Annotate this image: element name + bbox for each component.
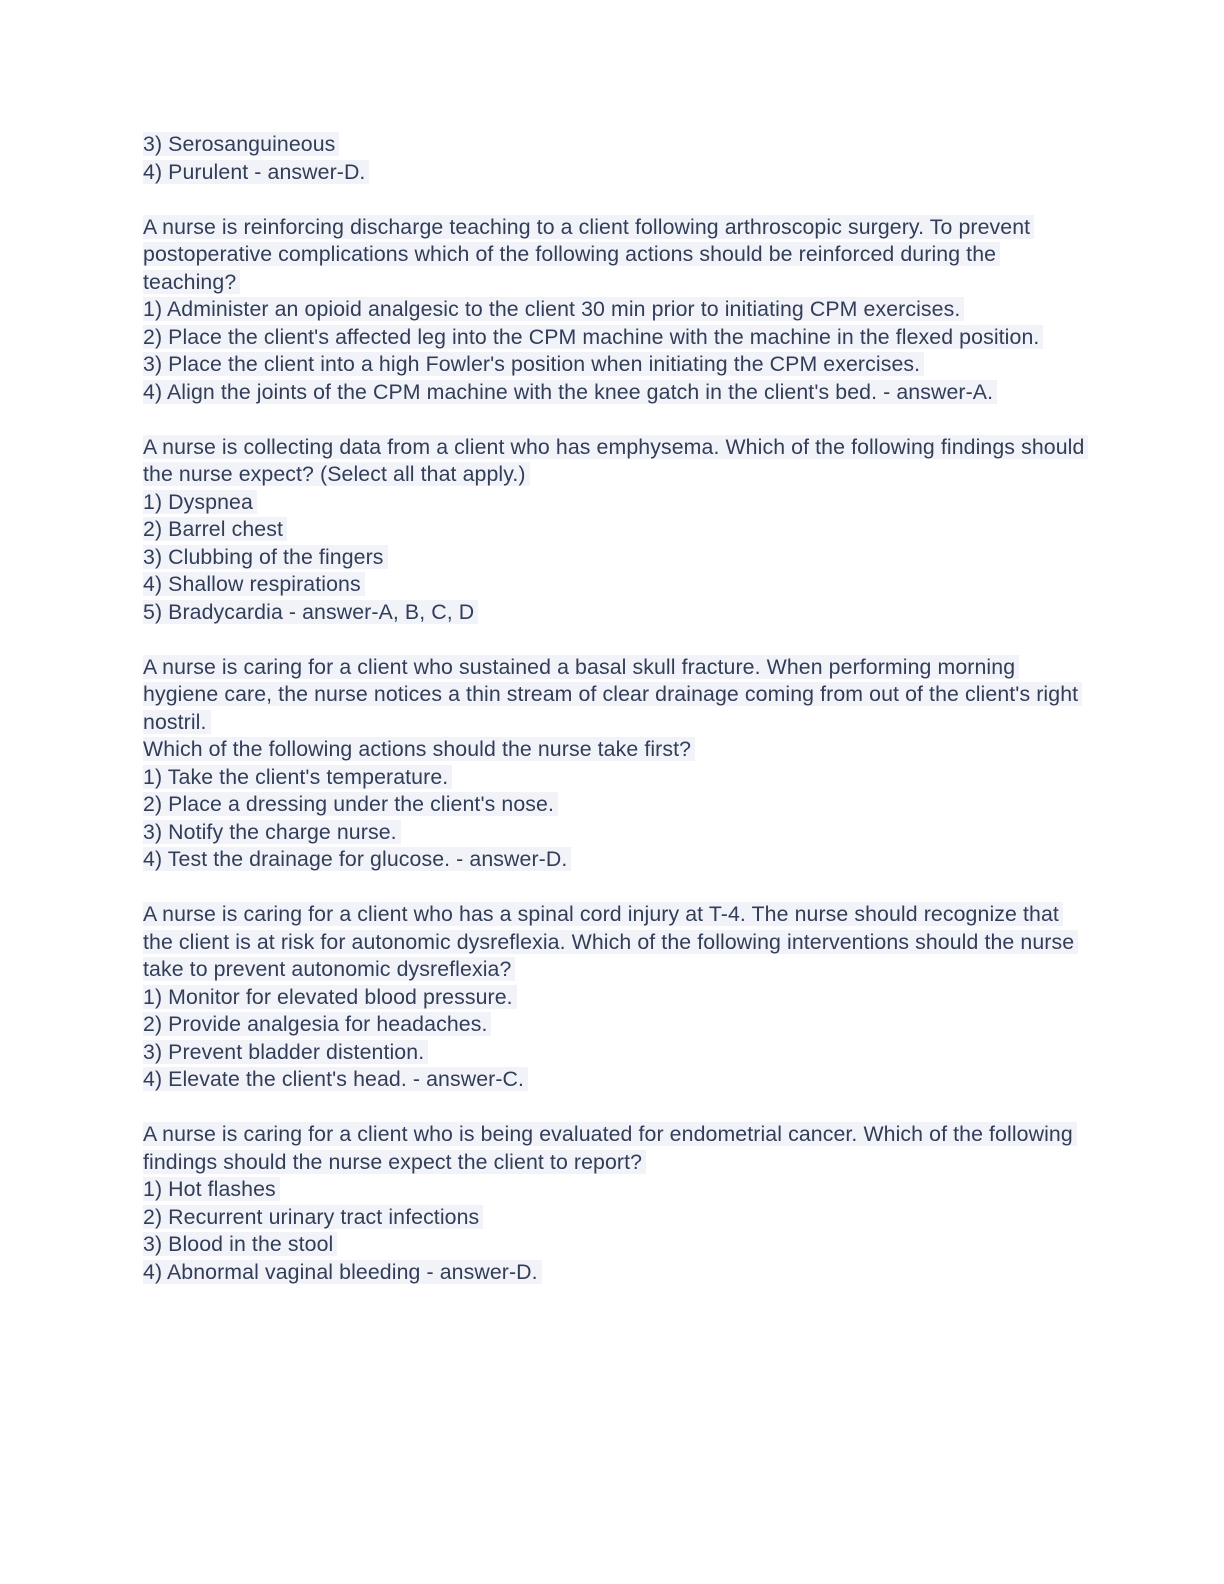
answer-option — [143, 599, 1085, 627]
text-line: 1) Hot flashes — [143, 1177, 280, 1201]
answer-option — [143, 984, 1085, 1012]
text-line: 3) Notify the charge nurse. — [143, 820, 401, 844]
document-content — [143, 131, 1085, 1286]
text-line: 1) Dyspnea — [143, 490, 257, 514]
answer-option — [143, 764, 1085, 792]
continued-options-block — [143, 131, 1085, 186]
text-line: 2) Place the client's affected leg into the CPM machine with the machine in the flexed position. — [143, 325, 1043, 349]
answer-option — [143, 1231, 1085, 1259]
answer-option — [143, 1176, 1085, 1204]
text-line: 4) Abnormal vaginal bleeding - answer-D. — [143, 1260, 542, 1284]
text-line: 5) Bradycardia - answer-A, B, C, D — [143, 600, 478, 624]
text-line: 4) Align the joints of the CPM machine with the knee gatch in the client's bed. - answer-A. — [143, 380, 997, 404]
text-line: 1) Take the client's temperature. — [143, 765, 452, 789]
text-line: 3) Prevent bladder distention. — [143, 1040, 428, 1064]
text-line: A nurse is collecting data from a client who has emphysema. Which of the following findings should the nurse expect? (Select all that apply.) — [143, 435, 1088, 487]
question-block-emphysema — [143, 434, 1085, 627]
question-text — [143, 214, 1085, 297]
answer-option — [143, 1259, 1085, 1287]
text-line: 3) Blood in the stool — [143, 1232, 337, 1256]
answer-option — [143, 296, 1085, 324]
text-line: 4) Shallow respirations — [143, 572, 365, 596]
answer-option — [143, 351, 1085, 379]
question-text — [143, 434, 1085, 489]
question-block-arthroscopic-surgery — [143, 214, 1085, 407]
question-text — [143, 901, 1085, 984]
text-line: 3) Place the client into a high Fowler's position when initiating the CPM exercises. — [143, 352, 924, 376]
question-text — [143, 1121, 1085, 1176]
question-block-basal-skull-fracture — [143, 654, 1085, 874]
answer-option — [143, 489, 1085, 517]
answer-option — [143, 324, 1085, 352]
text-line: 2) Barrel chest — [143, 517, 287, 541]
answer-option — [143, 544, 1085, 572]
answer-option — [143, 159, 1085, 187]
text-line: 1) Monitor for elevated blood pressure. — [143, 985, 517, 1009]
text-line: 4) Test the drainage for glucose. - answer-D. — [143, 847, 571, 871]
answer-option — [143, 791, 1085, 819]
text-line: 4) Purulent - answer-D. — [143, 160, 369, 184]
answer-option — [143, 571, 1085, 599]
text-line: 2) Provide analgesia for headaches. — [143, 1012, 491, 1036]
text-line: A nurse is caring for a client who sustained a basal skull fracture. When performing morning hygiene care, the nurse notices a thin stream of clear drainage coming from out of the client's right nostril. — [143, 655, 1082, 734]
text-line: A nurse is caring for a client who is being evaluated for endometrial cancer. Which of the following findings should the nurse expect the client to report? — [143, 1122, 1077, 1174]
text-line: A nurse is reinforcing discharge teaching to a client following arthroscopic surgery. To prevent postoperative complications which of the following actions should be reinforced during the teaching? — [143, 215, 1034, 294]
question-text — [143, 736, 1085, 764]
text-line: 1) Administer an opioid analgesic to the client 30 min prior to initiating CPM exercises. — [143, 297, 964, 321]
text-line: 2) Place a dressing under the client's nose. — [143, 792, 558, 816]
text-line: 3) Clubbing of the fingers — [143, 545, 388, 569]
text-line: 3) Serosanguineous — [143, 132, 339, 156]
answer-option — [143, 1204, 1085, 1232]
text-line: 2) Recurrent urinary tract infections — [143, 1205, 483, 1229]
question-text — [143, 654, 1085, 737]
answer-option — [143, 131, 1085, 159]
answer-option — [143, 819, 1085, 847]
question-block-spinal-cord-injury — [143, 901, 1085, 1094]
answer-option — [143, 1066, 1085, 1094]
question-block-endometrial-cancer — [143, 1121, 1085, 1286]
answer-option — [143, 516, 1085, 544]
text-line: A nurse is caring for a client who has a spinal cord injury at T-4. The nurse should recognize that the client is at risk for autonomic dysreflexia. Which of the following interventions should the nurse take to prevent autonomic dysreflexia? — [143, 902, 1078, 981]
answer-option — [143, 846, 1085, 874]
text-line: Which of the following actions should the nurse take first? — [143, 737, 695, 761]
answer-option — [143, 1039, 1085, 1067]
answer-option — [143, 379, 1085, 407]
answer-option — [143, 1011, 1085, 1039]
text-line: 4) Elevate the client's head. - answer-C. — [143, 1067, 528, 1091]
